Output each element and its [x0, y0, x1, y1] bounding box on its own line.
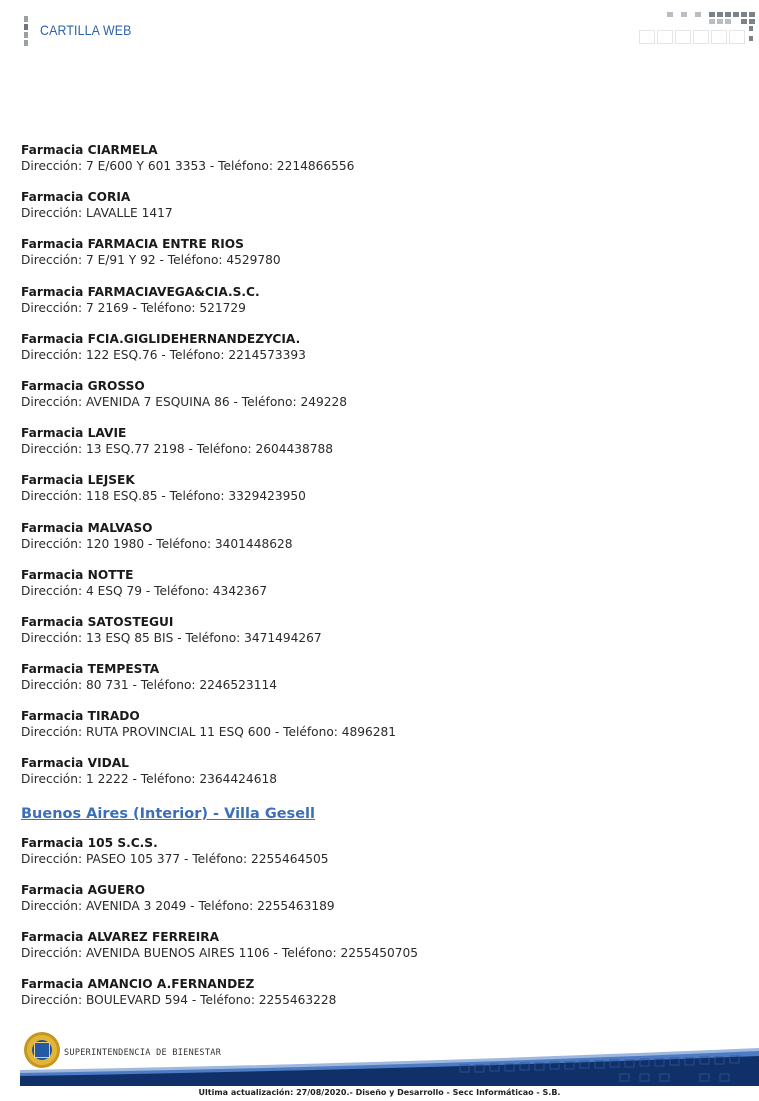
pharmacy-entry — [21, 567, 741, 614]
pharmacy-entry — [21, 189, 741, 236]
institution-seal-icon — [24, 1032, 60, 1068]
pharmacy-address: Dirección: BOULEVARD 594 - Teléfono: 2255463228 — [21, 993, 337, 1008]
pharmacy-name: Farmacia TIRADO — [21, 709, 140, 724]
pharmacy-name: Farmacia 105 S.C.S. — [21, 835, 158, 850]
pharmacy-entry — [21, 614, 741, 661]
pharmacy-name: Farmacia MALVASO — [21, 520, 153, 535]
header-bars-icon — [24, 16, 28, 46]
pharmacy-address: Dirección: AVENIDA 7 ESQUINA 86 - Teléfono: 249228 — [21, 394, 347, 409]
pharmacy-name: Farmacia TEMPESTA — [21, 662, 160, 677]
pharmacy-name: Farmacia AGUERO — [21, 882, 146, 897]
pharmacy-list — [21, 142, 741, 1023]
footer-band — [20, 1040, 759, 1086]
last-updated: Ultima actualización: 27/08/2020.- Diseño y Desarrollo - Secc Informáticao - S.B. — [198, 1088, 561, 1097]
pharmacy-name: Farmacia FARMACIAVEGA&CIA.S.C. — [21, 284, 260, 299]
pharmacy-address: Dirección: PASEO 105 377 - Teléfono: 2255464505 — [21, 851, 329, 866]
pharmacy-entry — [21, 378, 741, 425]
pharmacy-address: Dirección: 1 2222 - Teléfono: 2364424618 — [21, 772, 277, 787]
pharmacy-name: Farmacia AMANCIO A.FERNANDEZ — [21, 977, 255, 992]
section-link[interactable]: Buenos Aires (Interior) - Villa Gesell — [21, 805, 315, 822]
pharmacy-address: Dirección: 7 E/600 Y 601 3353 - Teléfono: 2214866556 — [21, 159, 355, 173]
pharmacy-address: Dirección: AVENIDA BUENOS AIRES 1106 - Teléfono: 2255450705 — [21, 946, 419, 960]
pharmacy-entry — [21, 472, 741, 519]
pharmacy-list-top — [21, 142, 741, 803]
pharmacy-list-bottom — [21, 835, 741, 1024]
pharmacy-name: Farmacia NOTTE — [21, 567, 134, 582]
pharmacy-name: Farmacia CORIA — [21, 190, 131, 205]
pharmacy-entry — [21, 755, 741, 802]
header-grid-decoration-icon — [637, 12, 759, 48]
pharmacy-name: Farmacia FCIA.GIGLIDEHERNANDEZYCIA. — [21, 331, 301, 346]
pharmacy-name: Farmacia GROSSO — [21, 378, 145, 393]
pharmacy-entry — [21, 236, 741, 283]
page-header — [0, 0, 759, 60]
pharmacy-entry — [21, 284, 741, 331]
pharmacy-entry — [21, 142, 741, 189]
pharmacy-name: Farmacia LEJSEK — [21, 473, 135, 488]
pharmacy-address: Dirección: 118 ESQ.85 - Teléfono: 3329423950 — [21, 489, 306, 504]
pharmacy-address: Dirección: 7 E/91 Y 92 - Teléfono: 4529780 — [21, 253, 281, 268]
pharmacy-address: Dirección: 13 ESQ 85 BIS - Teléfono: 3471494267 — [21, 630, 322, 645]
pharmacy-entry — [21, 520, 741, 567]
pharmacy-entry — [21, 929, 741, 976]
pharmacy-entry — [21, 708, 741, 755]
pharmacy-name: Farmacia VIDAL — [21, 756, 129, 771]
pharmacy-address: Dirección: 120 1980 - Teléfono: 3401448628 — [21, 536, 293, 551]
pharmacy-entry — [21, 882, 741, 929]
page-title: CARTILLA WEB — [40, 22, 132, 38]
pharmacy-name: Farmacia SATOSTEGUI — [21, 614, 174, 629]
pharmacy-address: Dirección: 7 2169 - Teléfono: 521729 — [21, 300, 246, 315]
pharmacy-name: Farmacia FARMACIA ENTRE RIOS — [21, 237, 244, 252]
section-heading[interactable] — [21, 803, 741, 835]
pharmacy-name: Farmacia ALVAREZ FERREIRA — [21, 930, 220, 944]
pharmacy-address: Dirección: 122 ESQ.76 - Teléfono: 2214573393 — [21, 347, 306, 362]
pharmacy-entry — [21, 835, 741, 882]
pharmacy-address: Dirección: 13 ESQ.77 2198 - Teléfono: 2604438788 — [21, 442, 333, 457]
pharmacy-address: Dirección: 80 731 - Teléfono: 2246523114 — [21, 678, 277, 693]
pharmacy-entry — [21, 661, 741, 708]
page-footer — [0, 1026, 759, 1101]
organization-name: SUPERINTENDENCIA DE BIENESTAR — [64, 1048, 222, 1058]
pharmacy-entry — [21, 425, 741, 472]
pharmacy-address: Dirección: LAVALLE 1417 — [21, 206, 173, 221]
pharmacy-address: Dirección: 4 ESQ 79 - Teléfono: 4342367 — [21, 583, 268, 598]
pharmacy-entry — [21, 331, 741, 378]
pharmacy-address: Dirección: AVENIDA 3 2049 - Teléfono: 2255463189 — [21, 898, 335, 913]
pharmacy-name: Farmacia CIARMELA — [21, 143, 158, 157]
pharmacy-address: Dirección: RUTA PROVINCIAL 11 ESQ 600 - Teléfono: 4896281 — [21, 725, 397, 740]
pharmacy-entry — [21, 976, 741, 1023]
pharmacy-name: Farmacia LAVIE — [21, 426, 127, 441]
